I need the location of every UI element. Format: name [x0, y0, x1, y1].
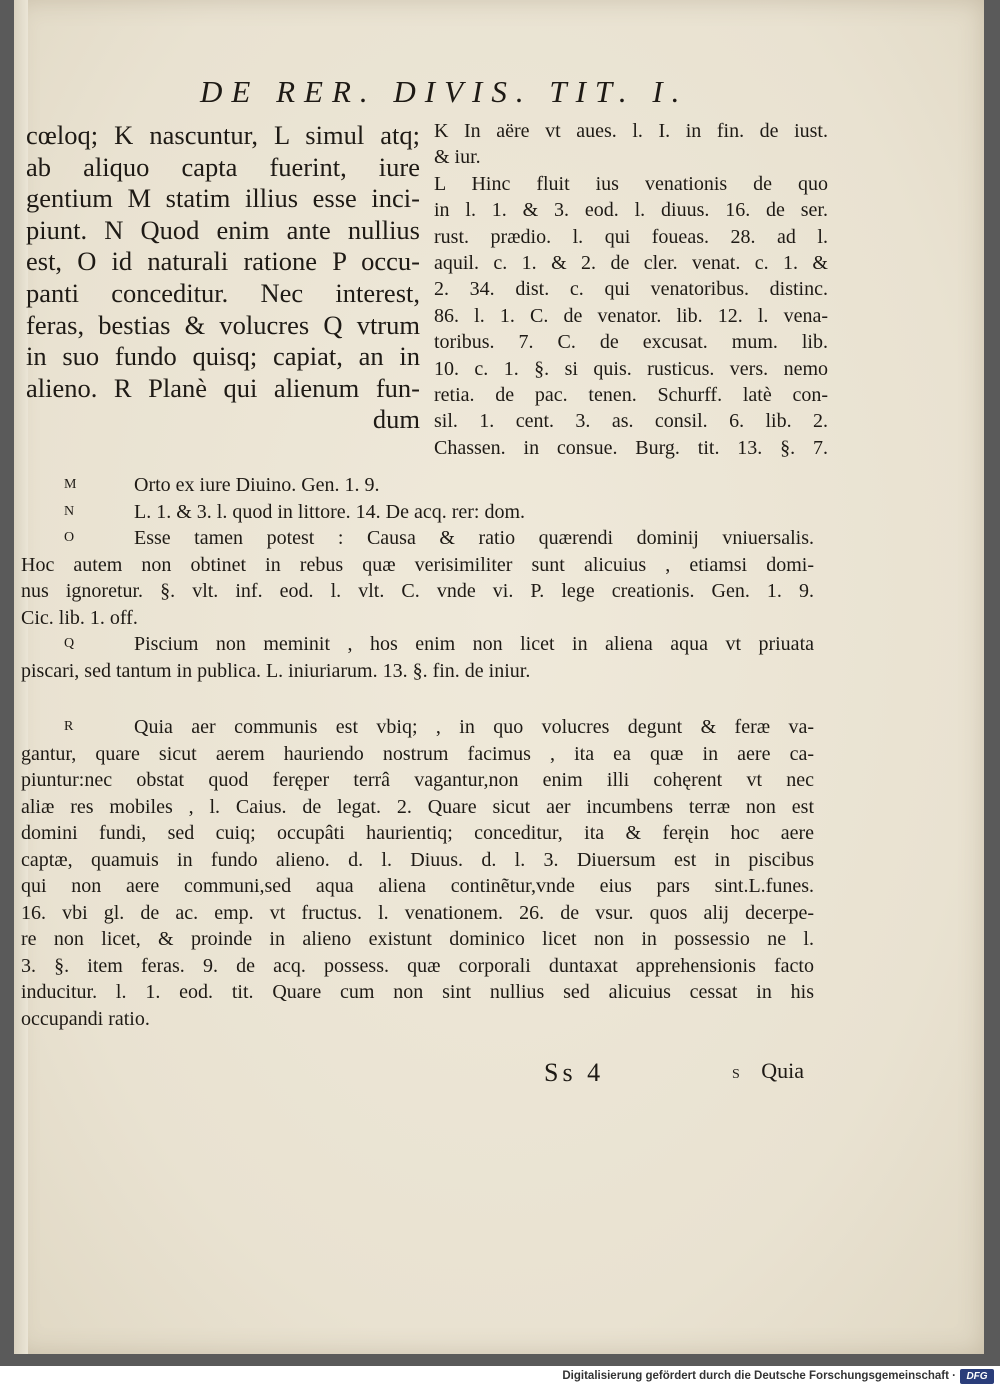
main-text-line: in suo fundo quisq; capiat, an in	[26, 341, 420, 372]
main-text-line: ab aliquo capta fuerint, iure	[26, 151, 420, 182]
footnote-line-text: Quia aer communis est vbiq; , in quo volucres degunt & feræ va-	[134, 716, 814, 738]
footnote-n	[14, 499, 814, 526]
side-note-line: & iur.	[434, 146, 481, 169]
footnote-mark: O	[64, 530, 75, 545]
main-text-line: est, O id naturali ratione P occu-	[26, 246, 420, 277]
funding-notice: Digitalisierung gefördert durch die Deutsche Forschungsgemeinschaft ·	[562, 1370, 956, 1382]
side-note-line: in l. 1. & 3. eod. l. diuus. 16. de ser.	[434, 199, 828, 222]
footnote-line: qui non aere communi,sed aqua aliena continẽtur,vnde eius pars sint.L.funes.	[21, 875, 814, 897]
digitization-footer	[0, 1366, 1000, 1388]
footnote-line: piuntur:nec obstat quod feręper terrâ vagantur,non enim illi cohęrent vt nec	[21, 769, 814, 791]
footnote-line	[21, 714, 814, 741]
footnote-line: Hoc autem non obtinet in rebus quæ verisimiliter sunt alicuius , etiamsi domi-	[21, 553, 814, 576]
side-note-line: K In aëre vt aues. l. I. in fin. de iust.	[434, 120, 828, 142]
catchword-text: Quia	[761, 1058, 805, 1083]
footnote-line	[21, 525, 814, 552]
footnote-mark: N	[64, 503, 75, 519]
footnote-text: Orto ex iure Diuino. Gen. 1. 9.	[134, 474, 380, 496]
dfg-logo: DFG	[960, 1369, 994, 1384]
footnote-mark: M	[64, 477, 77, 492]
footnote-line: aliæ res mobiles , l. Caius. de legat. 2. Quare sicut aer incumbens terræ non est	[21, 795, 814, 818]
footnote-line-text: Esse tamen potest : Causa & ratio quærendi dominij vniuersalis.	[134, 527, 814, 549]
side-note-line: L Hinc fluit ius venationis de quo	[434, 172, 828, 195]
main-text-line: gentium M statim illius esse inci-	[26, 183, 420, 214]
footnote-mark: R	[64, 719, 74, 734]
main-text-line: alieno. R Planè qui alienum fun-	[26, 372, 420, 403]
main-text-line: piunt. N Quod enim ante nullius	[26, 214, 420, 245]
book-page	[14, 0, 984, 1354]
side-note-line: aquil. c. 1. & 2. de cler. venat. c. 1. &	[434, 252, 828, 275]
footnotes-block	[14, 472, 814, 1032]
footnote-line-text: Piscium non meminit , hos enim non licet in aliena aqua vt priuata	[134, 633, 814, 655]
side-note-line: 86. l. 1. C. de venator. lib. 12. l. vena-	[434, 304, 828, 327]
footnote-spacer	[14, 684, 814, 714]
footnote-line: 3. §. item feras. 9. de acq. possess. quæ corporali duntaxat apprehensionis facto	[21, 954, 814, 977]
footnote-r	[14, 714, 814, 1032]
side-note-line: retia. de pac. tenen. Schurff. latè con-	[434, 384, 828, 407]
footnote-line: inducitur. l. 1. eod. tit. Quare cum non sint nullius sed alicuius cessat in his	[21, 981, 814, 1003]
footnote-line	[21, 631, 814, 658]
footnote-line: Cic. lib. 1. off.	[21, 606, 138, 629]
running-title: DE RER. DIVIS. TIT. I.	[200, 74, 689, 109]
catchword	[732, 1058, 804, 1084]
side-note-line: rust. prædio. l. qui foueas. 28. ad l.	[434, 225, 828, 248]
main-text-line: cœloq; K nascuntur, L simul atq;	[26, 120, 420, 150]
footnote-o	[14, 525, 814, 631]
footnote-line: captæ, quamuis in fundo alieno. d. l. Diuus. d. l. 3. Diuersum est in piscibus	[21, 848, 814, 871]
footnote-line: piscari, sed tantum in publica. L. iniuriarum. 13. §. fin. de iniur.	[21, 659, 531, 682]
side-note-line: Chassen. in consue. Burg. tit. 13. §. 7.	[434, 436, 828, 459]
side-note-line: toribus. 7. C. de excusat. mum. lib.	[434, 331, 828, 354]
main-text-column	[26, 120, 420, 436]
main-text-line: dum	[372, 404, 420, 435]
side-note-line: 2. 34. dist. c. qui venatoribus. distinc.	[434, 278, 828, 301]
footnote-line: occupandi ratio.	[21, 1007, 150, 1030]
main-text-line: feras, bestias & volucres Q vtrum	[26, 309, 420, 340]
footnote-text: L. 1. & 3. l. quod in littore. 14. De acq. rer: dom.	[134, 500, 526, 523]
footnote-line: domini fundi, sed cuiq; occupâti haurientiq; conceditur, ita & feręin hoc aere	[21, 822, 814, 844]
footnote-m	[14, 472, 814, 499]
main-text-line: panti conceditur. Nec interest,	[26, 277, 420, 308]
footnote-line: nus ignoretur. §. vlt. inf. eod. l. vlt. C. vnde vi. P. lege creationis. Gen. 1. 9.	[21, 580, 814, 602]
catchword-mark: S	[732, 1067, 740, 1082]
side-note-line: 10. c. 1. §. si quis. rusticus. vers. nemo	[434, 357, 828, 380]
footnote-q	[14, 631, 814, 684]
side-notes-column	[434, 118, 828, 461]
side-note-line: sil. 1. cent. 3. as. consil. 6. lib. 2.	[434, 410, 828, 433]
footnote-line: gantur, quare sicut aerem hauriendo nostrum facimus , ita ea quæ in aere ca-	[21, 742, 814, 765]
footnote-line: re non licet, & proinde in alieno existunt dominico licet non in possessio ne l.	[21, 928, 814, 950]
footnote-mark: Q	[64, 636, 75, 651]
footnote-line: 16. vbi gl. de ac. emp. vt fructus. l. venationem. 26. de vsur. quos alij decerpe-	[21, 901, 814, 924]
signature-mark: Ss 4	[544, 1058, 605, 1087]
